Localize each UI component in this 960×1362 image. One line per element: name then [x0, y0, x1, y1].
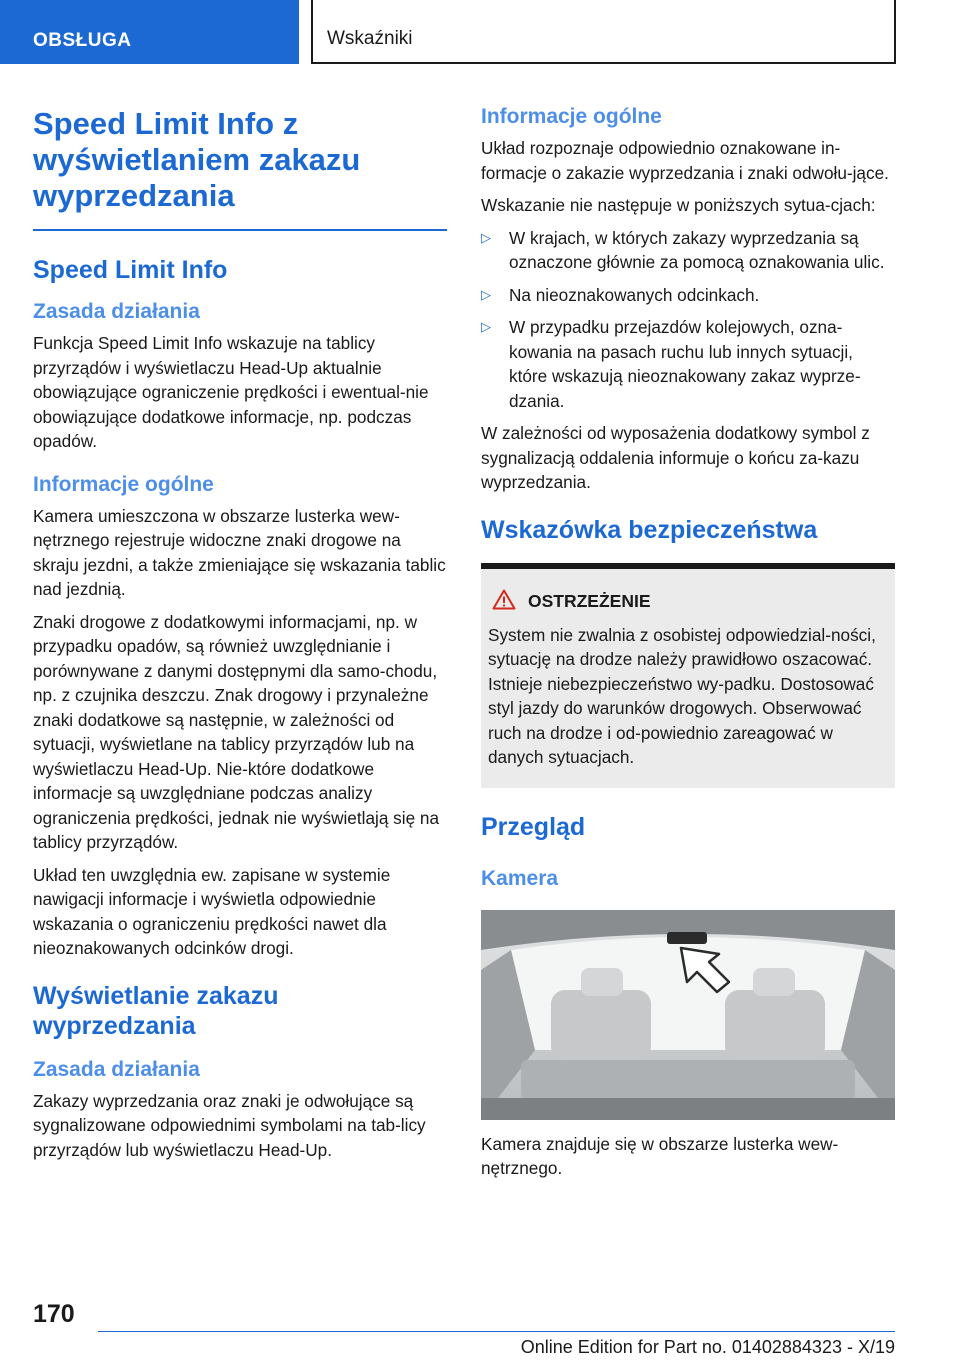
- subsection-tab: [311, 0, 896, 64]
- exceptions-list: [481, 226, 895, 414]
- left-column: [33, 96, 447, 1162]
- triangle-right-icon: ▷: [481, 229, 491, 245]
- heading-safety: Wskazówka bezpieczeństwa: [481, 515, 818, 544]
- photo-caption: Kamera znajduje się w obszarze lusterka wew-nętrznego.: [481, 1133, 839, 1178]
- warning-header: [488, 589, 888, 615]
- camera-location-photo: [481, 910, 895, 1120]
- heading-informacje-right: Informacje ogólne: [481, 105, 662, 128]
- triangle-right-icon: ▷: [481, 319, 491, 334]
- heading-speed-limit-info: Speed Limit Info: [33, 256, 228, 284]
- subsection-label: Wskaźniki: [327, 28, 413, 49]
- footer-rule: [98, 1331, 895, 1332]
- list-item: ▷ W krajach, w których zakazy wyprzedzania są oznaczone głównie za pomocą oznakowania ulic.: [481, 227, 885, 272]
- page-number: 170: [33, 1300, 75, 1328]
- paragraph-info-3: Układ ten uwzględnia ew. zapisane w systemie nawigacji informacje i wyświetla odpowiednie wskazania o ograniczeniu prędkości nawet dla nieoznakowanych odcinków drogi.: [33, 864, 391, 958]
- paragraph-right-info-1: Układ rozpoznaje odpowiednio oznakowane in-formacje o zakazie wyprzedzania i znaki odwołu-jące.: [481, 138, 889, 183]
- paragraph-info-1: Kamera umieszczona w obszarze lusterka wew-nętrznego rejestruje widoczne znaki drogowe na skraju jezdni, a także zmieniające się wskazania tablic nad jezdnią.: [33, 505, 446, 599]
- page-title: Speed Limit Info z wyświetlaniem zakazu wyprzedzania: [33, 106, 361, 213]
- paragraph-info-2: Znaki drogowe z dodatkowymi informacjami, np. w przypadku opadów, są również uwzględnianie i porównywane z danymi dostępnymi dla samo-chodu, np. z czujnika deszczu. Znak drogowy i przynależne znaki dodatkowe są następnie, w zależności od sytuacji, wyświetlane na tablicy przyrządów lub na wyświetlaczu Head-Up. Nie-które dodatkowe informacje są uwzględniane podczas analizy ograniczenia prędkości, jednak nie wyświetlają się na tablicy przyrządów.: [33, 611, 440, 852]
- list-item: ▷ W przypadku przejazdów kolejowych, ozna-kowania na pasach ruchu lub innych sytuacji, które wskazują nieoznakowany zakaz wyprze-dzania.: [481, 317, 861, 411]
- heading-przeglad: Przegląd: [481, 812, 586, 841]
- paragraph-right-info-2: Wskazanie nie następuje w poniższych sytua-cjach:: [481, 195, 876, 215]
- paragraph-right-info-3: W zależności od wyposażenia dodatkowy symbol z sygnalizacją oddalenia informuje o końcu za-kazu wyprzedzania.: [481, 423, 870, 492]
- heading-kamera: Kamera: [481, 866, 559, 890]
- section-label: OBSŁUGA: [33, 30, 132, 51]
- list-item: ▷ Na nieoznakowanych odcinkach.: [481, 283, 895, 308]
- right-column: [481, 96, 895, 1181]
- heading-wyswietlanie: Wyświetlanie zakazu wyprzedzania: [33, 981, 279, 1040]
- triangle-right-icon: ▷: [481, 286, 491, 302]
- paragraph-zasada-2: Zakazy wyprzedzania oraz znaki je odwołujące są sygnalizowane odpowiednimi symbolami na tab-licy przyrządów lub wyświetlaczu Head-Up.: [33, 1090, 426, 1160]
- paragraph-zasada-1: Funkcja Speed Limit Info wskazuje na tablicy przyrządów i wyświetlaczu Head-Up aktualnie obowiązujące ograniczenie prędkości i ewentual-nie obowiązujące dodatkowe informacje, np. podczas opadów.: [33, 333, 429, 451]
- warning-text: System nie zwalnia z osobistej odpowiedzial-ności, sytuację na drodze należy prawidłowo oszacować. Istnieje niebezpieczeństwo wy-padku. Dostosować styl jazdy do warunków drogowych. Obserwować ruch na drodze i od-powiednio zareagować w danych sytuacjach.: [488, 624, 876, 767]
- heading-zasada-2: Zasada działania: [33, 1057, 200, 1081]
- heading-informacje-left: Informacje ogólne: [33, 472, 214, 496]
- heading-zasada-1: Zasada działania: [33, 300, 200, 323]
- footer-edition: Online Edition for Part no. 01402884323 - X/19: [520, 1337, 895, 1357]
- section-tab: [0, 0, 299, 64]
- warning-box: [481, 563, 895, 788]
- title-rule: [33, 229, 447, 231]
- warning-triangle-icon: [492, 589, 516, 615]
- warning-title: OSTRZEŻENIE: [528, 591, 651, 611]
